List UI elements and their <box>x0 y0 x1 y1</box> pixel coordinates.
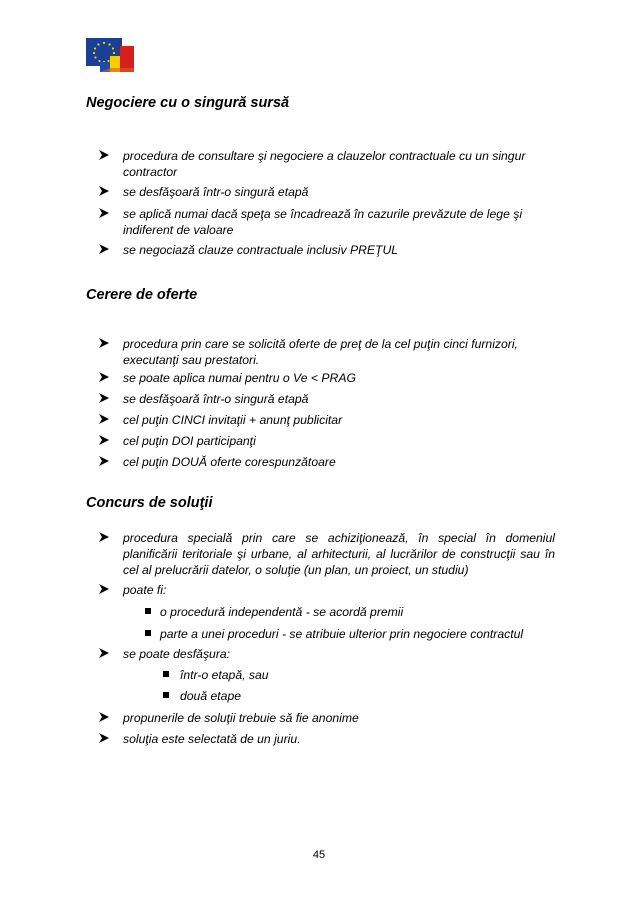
square-bullet-icon <box>163 671 169 677</box>
arrow-bullet-icon <box>98 337 110 349</box>
square-bullet-icon <box>163 692 169 698</box>
list-item: poate fi: <box>123 582 555 598</box>
sub-list-item: parte a unei proceduri - se atribuie ulterior prin negociere contractul <box>160 626 560 642</box>
list-item: se aplică numai dacă speţa se încadrează în cazurile prevăzute de lege şi indiferent de valoare <box>123 206 555 238</box>
arrow-bullet-icon <box>98 207 110 219</box>
section-title-negociere: Negociere cu o singură sursă <box>86 95 290 111</box>
list-item: procedura prin care se solicită oferte de preţ de la cel puţin cinci furnizori, executanţi sau prestatori. <box>123 336 555 368</box>
arrow-bullet-icon <box>98 732 110 744</box>
list-item: se negociază clauze contractuale inclusiv PREŢUL <box>123 242 555 258</box>
square-bullet-icon <box>145 608 151 614</box>
list-item: se poate desfăşura: <box>123 646 555 662</box>
arrow-bullet-icon <box>98 371 110 383</box>
arrow-bullet-icon <box>98 647 110 659</box>
arrow-bullet-icon <box>98 455 110 467</box>
page-number: 45 <box>312 849 326 861</box>
sub-list-item: o procedură independentă - se acordă premii <box>160 604 560 620</box>
eu-flag-logo-icon <box>86 38 134 72</box>
section-title-cerere-oferte: Cerere de oferte <box>86 287 198 303</box>
list-item: cel puţin CINCI invitaţii + anunţ publicitar <box>123 412 555 428</box>
list-item: se desfăşoară într-o singură etapă <box>123 184 555 200</box>
arrow-bullet-icon <box>98 149 110 161</box>
square-bullet-icon <box>145 630 151 636</box>
list-item: se poate aplica numai pentru o Ve < PRAG <box>123 370 555 386</box>
arrow-bullet-icon <box>98 583 110 595</box>
sub-list-item: două etape <box>180 688 480 704</box>
list-item: cel puţin DOUĂ oferte corespunzătoare <box>123 454 555 470</box>
arrow-bullet-icon <box>98 434 110 446</box>
arrow-bullet-icon <box>98 711 110 723</box>
list-item: propunerile de soluţii trebuie să fie anonime <box>123 710 555 726</box>
list-item: procedura specială prin care se achiziţionează, în special în domeniul planificării teritoriale şi urbane, al arhitecturii, al lucrărilor de construcţii sau în cel al prelucrării datelor, o soluţie (un plan, un proiect, un studiu) <box>123 530 555 578</box>
list-item: procedura de consultare şi negociere a clauzelor contractuale cu un singur contractor <box>123 148 555 180</box>
arrow-bullet-icon <box>98 531 110 543</box>
arrow-bullet-icon <box>98 243 110 255</box>
list-item: se desfăşoară într-o singură etapă <box>123 391 555 407</box>
list-item: cel puţin DOI participanţi <box>123 433 555 449</box>
arrow-bullet-icon <box>98 185 110 197</box>
arrow-bullet-icon <box>98 392 110 404</box>
sub-list-item: într-o etapă, sau <box>180 667 480 683</box>
arrow-bullet-icon <box>98 413 110 425</box>
list-item: soluţia este selectată de un juriu. <box>123 731 555 747</box>
section-title-concurs-solutii: Concurs de soluţii <box>86 495 213 511</box>
